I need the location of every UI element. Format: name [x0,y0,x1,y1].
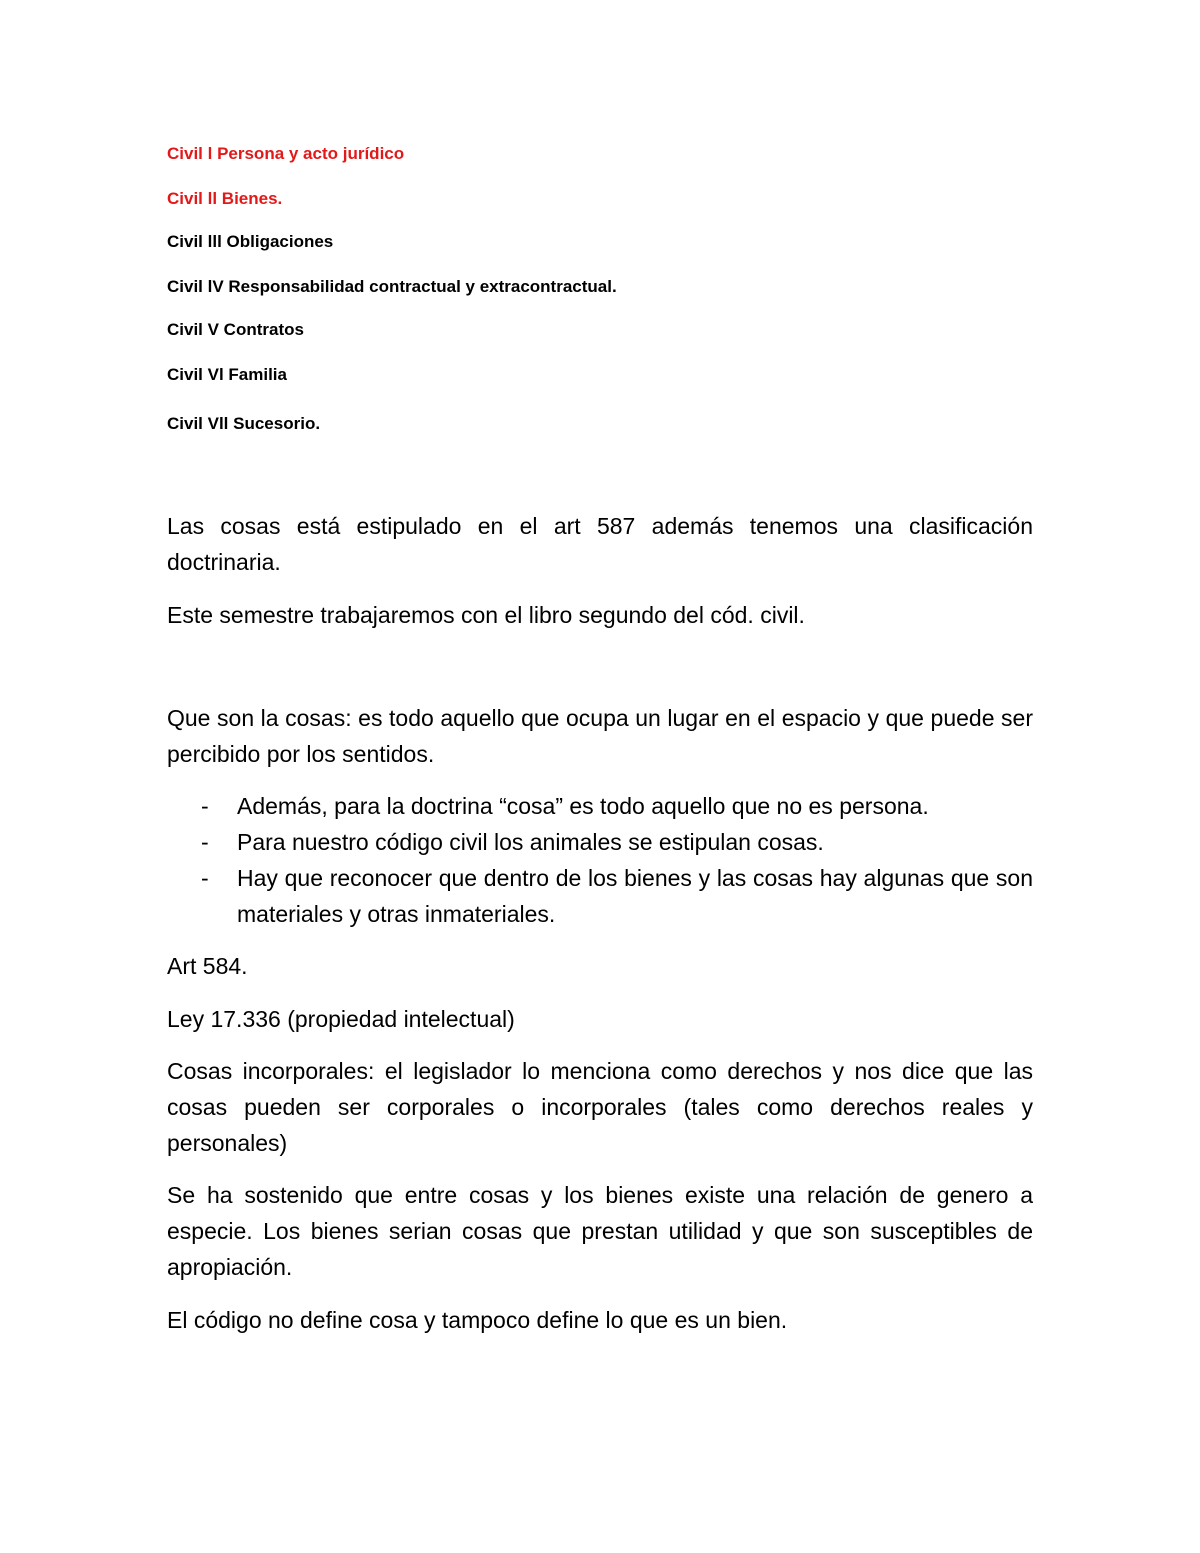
paragraph-que-son-cosas: Que son la cosas: es todo aquello que ocupa un lugar en el espacio y que puede ser percibido por los sentidos. [167,705,1033,767]
course-civil-5: Civil V Contratos [167,320,304,339]
bullet-marker: - [201,829,209,855]
bullet-marker: - [201,793,209,819]
course-civil-7: Civil Vll Sucesorio. [167,414,321,433]
course-civil-2: Civil ll Bienes. [167,189,283,208]
paragraph-art584: Art 584. [167,953,248,979]
course-civil-1: Civil l Persona y acto jurídico [167,144,405,163]
paragraph-cosas-incorporales: Cosas incorporales: el legislador lo menciona como derechos y nos dice que las cosas pueden ser corporales o incorporales (tales como derechos reales y personales) [167,1058,1033,1156]
paragraph-ley: Ley 17.336 (propiedad intelectual) [167,1006,515,1032]
course-civil-3: Civil lll Obligaciones [167,232,334,251]
paragraph-cosas-art587: Las cosas está estipulado en el art 587 además tenemos una clasificación doctrinaria. [167,513,1033,575]
bullet-text: Además, para la doctrina “cosa” es todo aquello que no es persona. [237,793,929,819]
course-civil-6: Civil Vl Familia [167,365,287,384]
list-item [167,860,1033,932]
bullet-text: Hay que reconocer que dentro de los bienes y las cosas hay algunas que son materiales y otras inmateriales. [237,865,1033,927]
bullet-list [167,788,1033,932]
bullet-text: Para nuestro código civil los animales se estipulan cosas. [237,829,824,855]
paragraph-semestre: Este semestre trabajaremos con el libro segundo del cód. civil. [167,602,805,628]
course-civil-4: Civil lV Responsabilidad contractual y extracontractual. [167,277,617,296]
bullet-marker: - [201,865,209,891]
paragraph-no-define: El código no define cosa y tampoco define lo que es un bien. [167,1307,788,1333]
list-item [167,788,1033,824]
paragraph-genero-especie: Se ha sostenido que entre cosas y los bienes existe una relación de genero a especie. Los bienes serian cosas que prestan utilidad y que son susceptibles de apropiación. [167,1182,1033,1280]
list-item [167,824,1033,860]
